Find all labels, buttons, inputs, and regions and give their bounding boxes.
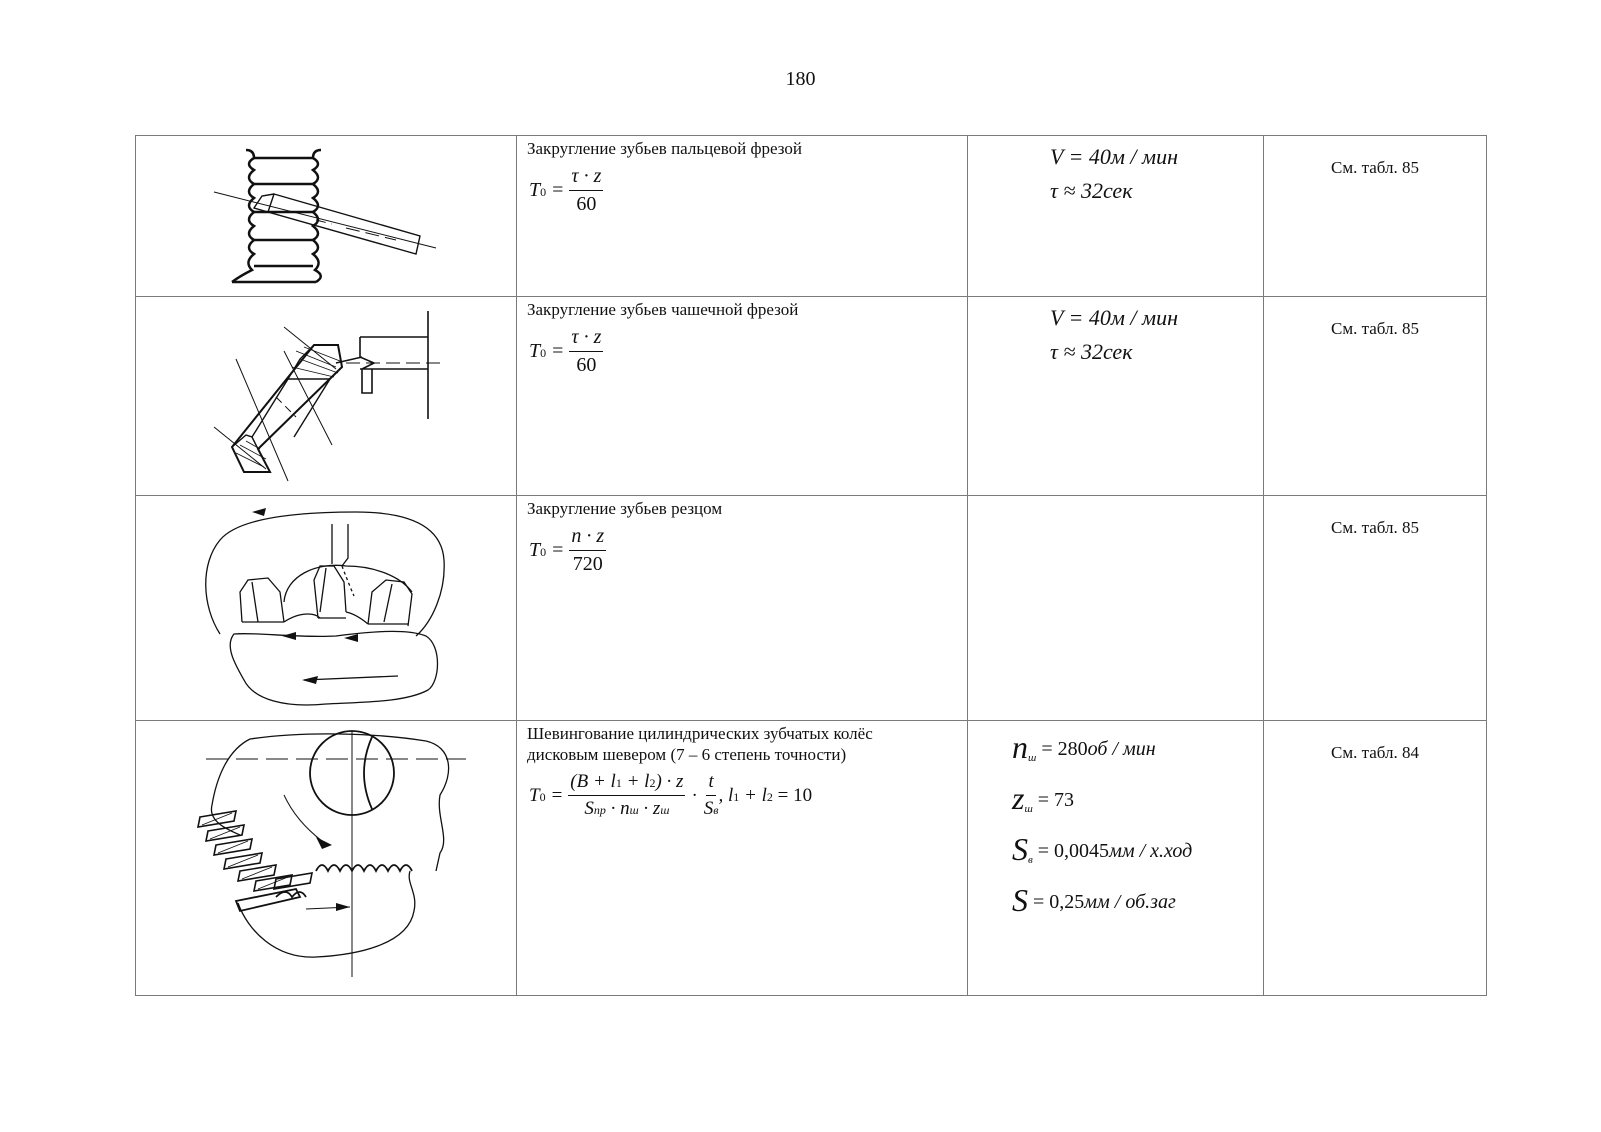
description-cell: [517, 297, 968, 496]
time-formula: T 0 = $\frac{(B + l1 + l2) \cdot z}{\text{Sпр · nш · zш}}$ · $\frac{t}{Sв}$ , l1 + l2 = 10: [529, 771, 813, 819]
figure-cell: [136, 721, 517, 996]
parameter-time: τ ≈ 32сек: [1050, 178, 1133, 203]
time-formula: T 0 = $\frac{\tau \cdot z}{60}$: [529, 165, 602, 215]
fraction-numerator: (B + l1 + l2) · z: [568, 771, 685, 796]
fraction-numerator: τ · z: [569, 165, 603, 191]
description-cell: [517, 136, 968, 297]
figure-cell: [136, 496, 517, 721]
parameter-vertical-feed: $S_в = 0,0045мм / х.ход$: [1012, 831, 1193, 867]
table-row: [136, 136, 1487, 297]
parameter-spindle-speed: $n_ш = 280об$ / мин: [1012, 729, 1156, 765]
tooth-chamfer-cutter-figure: [136, 496, 516, 720]
fraction-denominator: 60: [576, 193, 597, 215]
parameters-list: [968, 136, 1263, 208]
table-row: [136, 721, 1487, 996]
table-reference: См. табл. 85: [1331, 319, 1419, 338]
parameters-cell: [968, 297, 1264, 496]
fraction-denominator: 60: [576, 354, 597, 376]
shaving-cutter-figure: [136, 721, 516, 995]
fraction: [569, 165, 603, 216]
parameter-feed: S = 0,25мм / об.заг: [1012, 882, 1176, 918]
parameter-teeth-count: $z_ш = 73$: [1012, 780, 1075, 816]
reference-cell: [1264, 721, 1487, 996]
finger-cutter-figure: [136, 136, 516, 296]
page-number: 180: [785, 68, 816, 90]
parameters-cell: [968, 721, 1264, 996]
cup-cutter-figure: [136, 297, 516, 495]
operation-title: Закругление зубьев резцом: [527, 499, 723, 518]
fraction-denominator: Sпр · nш · zш: [584, 798, 670, 819]
fraction: [569, 326, 603, 377]
parameters-cell: [968, 496, 1264, 721]
figure-cell: [136, 297, 517, 496]
fraction-numerator: n · z: [569, 525, 606, 551]
table-reference: См. табл. 85: [1331, 518, 1419, 537]
parameters-list: [968, 297, 1263, 369]
operation-title: Шевингование цилиндрических зубчатых колёс дисковым шевером (7 – 6 степень точности): [527, 724, 873, 764]
table-reference: См. табл. 85: [1331, 158, 1419, 177]
fraction-denominator: 720: [572, 553, 603, 575]
fraction-numerator: t: [706, 771, 715, 796]
table-reference: См. табл. 84: [1331, 743, 1419, 762]
table-row: [136, 297, 1487, 496]
fraction-numerator: τ · z: [569, 326, 603, 352]
parameters-cell: [968, 136, 1264, 297]
fraction: [569, 525, 606, 576]
description-cell: [517, 496, 968, 721]
reference-cell: [1264, 297, 1487, 496]
fraction: [704, 771, 719, 820]
operation-title: Закругление зубьев чашечной фрезой: [527, 300, 799, 319]
parameter-speed: V = 40м / мин: [1050, 305, 1178, 330]
parameter-speed: V = 40м / мин: [1050, 144, 1178, 169]
description-cell: [517, 721, 968, 996]
reference-cell: [1264, 136, 1487, 297]
parameters-list: [968, 721, 1263, 931]
operations-table: [135, 135, 1487, 996]
fraction: [568, 771, 685, 820]
operation-title: Закругление зубьев пальцевой фрезой: [527, 139, 802, 158]
figure-cell: [136, 136, 517, 297]
time-formula: T 0 = $\frac{\tau \cdot z}{60}$: [529, 326, 602, 376]
formula-condition: , l1 + l2 = 10: [718, 784, 813, 806]
reference-cell: [1264, 496, 1487, 721]
time-formula: T 0 = $\frac{n \cdot z}{720}$: [529, 525, 605, 575]
table-row: [136, 496, 1487, 721]
fraction-denominator: Sв: [703, 798, 719, 819]
parameter-time: τ ≈ 32сек: [1050, 339, 1133, 364]
